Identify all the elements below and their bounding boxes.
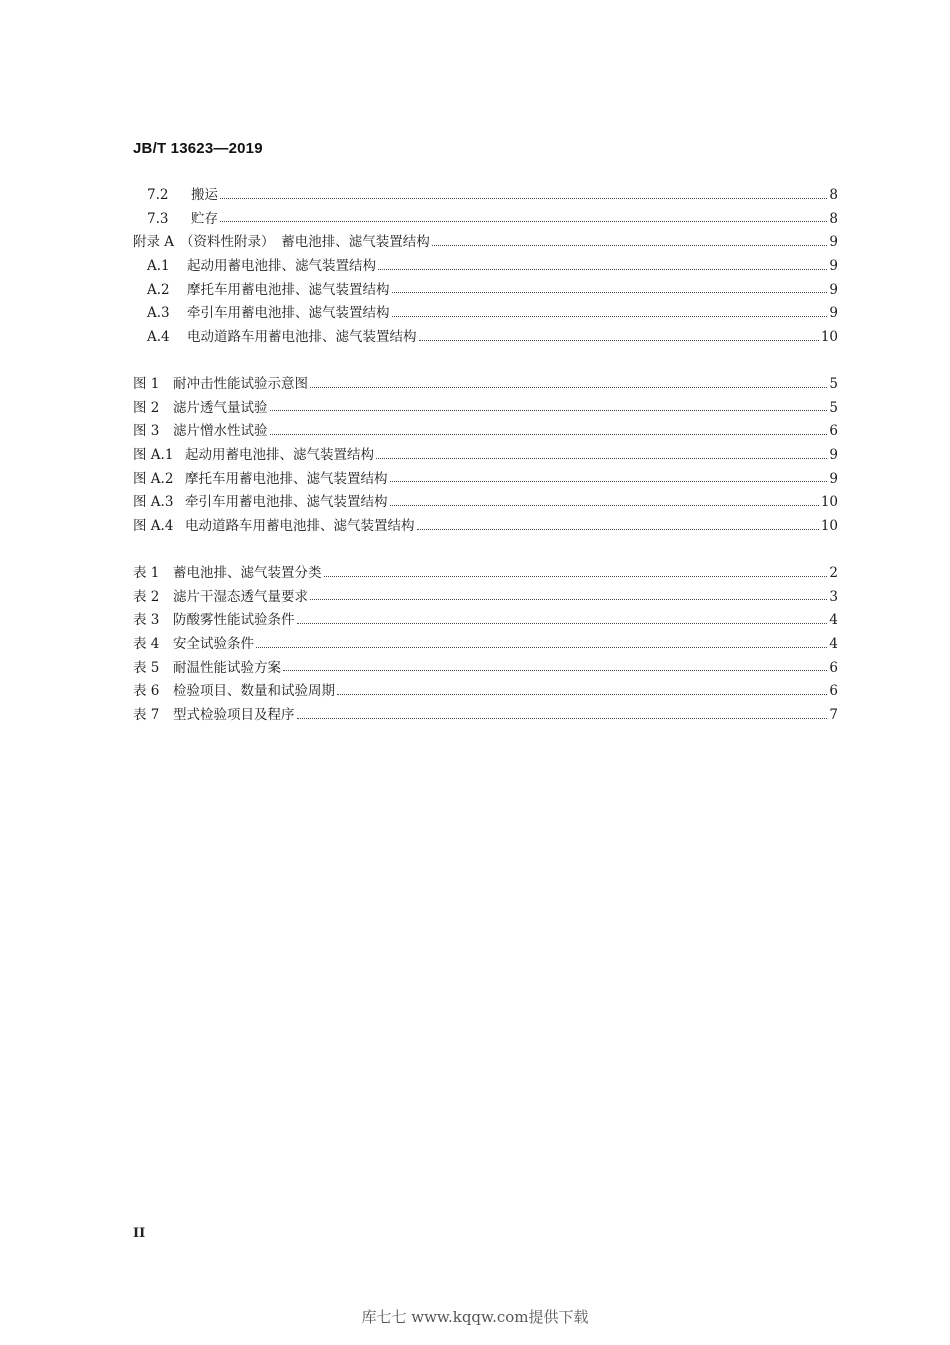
toc-entry-number: A.1 [147, 258, 170, 275]
toc-entry-title: 蓄电池排、滤气装置分类 [173, 565, 322, 581]
toc-entry[interactable] [133, 302, 838, 326]
toc-entry-page: 10 [820, 329, 838, 346]
dot-leader [270, 433, 828, 435]
dot-leader [392, 291, 828, 293]
toc-entry-title: 滤片干湿态透气量要求 [173, 588, 308, 605]
toc-entry-title: （资料性附录） 蓄电池排、滤气装置结构 [180, 234, 430, 251]
toc-entry-page: 4 [829, 636, 838, 653]
toc-figures [133, 373, 838, 539]
toc-entry-page: 4 [829, 612, 838, 629]
dot-leader [376, 457, 827, 459]
toc-entry-number: 图 A.3 [133, 494, 174, 511]
toc-entry[interactable] [133, 444, 838, 468]
toc-entry-title: 起动用蓄电池排、滤气装置结构 [185, 447, 374, 464]
toc-entry-number: 表 2 [133, 588, 160, 605]
dot-leader [337, 693, 827, 695]
toc-entry-title: 防酸雾性能试验条件 [173, 612, 295, 629]
toc-entry-number: 图 A.1 [133, 447, 174, 464]
toc-entry-number: 图 A.2 [133, 470, 174, 487]
toc-entry-number: 附录 A [133, 234, 175, 251]
dot-leader [417, 528, 819, 530]
toc-entry-title: 耐冲击性能试验示意图 [173, 376, 308, 392]
toc-sections [133, 184, 838, 350]
toc-entry-title: 牵引车用蓄电池排、滤气装置结构 [185, 494, 388, 511]
dot-leader [256, 646, 827, 648]
toc-entry[interactable] [133, 633, 838, 657]
toc-entry[interactable] [133, 515, 838, 539]
toc-entry[interactable] [133, 184, 838, 208]
toc-entry-number: 表 1 [133, 565, 160, 581]
toc-entry-title: 起动用蓄电池排、滤气装置结构 [187, 258, 376, 275]
toc-entry-number: 表 6 [133, 683, 160, 700]
dot-leader [310, 598, 827, 600]
toc-entry[interactable] [133, 491, 838, 515]
dot-leader [297, 622, 828, 624]
toc-entry-page: 10 [820, 494, 838, 511]
page-number: II [133, 1226, 146, 1241]
dot-leader [283, 669, 827, 671]
toc-entry-page: 5 [829, 399, 838, 416]
toc-entry[interactable] [133, 231, 838, 255]
toc-entry-number: 7.2 [147, 187, 169, 203]
toc-entry-title: 滤片憎水性试验 [173, 423, 268, 440]
toc-entry-number: A.3 [147, 305, 170, 322]
download-watermark: 库七七 www.kqqw.com提供下载 [361, 1308, 589, 1326]
toc-entry-title: 牵引车用蓄电池排、滤气装置结构 [187, 305, 390, 322]
toc-entry-title: 贮存 [191, 210, 218, 227]
toc-entry-title: 滤片透气量试验 [173, 399, 268, 416]
toc-entry-page: 3 [829, 588, 838, 605]
toc-entry[interactable] [133, 255, 838, 279]
toc-entry-page: 9 [829, 447, 838, 464]
toc-entry-page: 9 [829, 305, 838, 322]
dot-leader [220, 197, 827, 199]
toc-entry-number: 7.3 [147, 210, 169, 227]
toc-entry-page: 7 [829, 707, 838, 724]
dot-leader [270, 409, 828, 411]
toc-entry[interactable] [133, 279, 838, 303]
toc-entry-number: 图 3 [133, 423, 160, 440]
toc-entry-number: A.2 [147, 281, 170, 298]
dot-leader [378, 268, 827, 270]
toc-entry-page: 9 [829, 258, 838, 275]
toc-entry-page: 8 [829, 210, 838, 227]
toc-entry-number: 表 3 [133, 612, 160, 629]
toc-entry[interactable] [133, 397, 838, 421]
toc-entry-page: 9 [829, 234, 838, 251]
dot-leader [392, 315, 828, 317]
toc-entry[interactable] [133, 586, 838, 610]
toc-entry-page: 2 [829, 565, 838, 581]
toc-entry-title: 摩托车用蓄电池排、滤气装置结构 [185, 470, 388, 487]
dot-leader [324, 575, 828, 577]
toc-entry-number: 表 5 [133, 659, 160, 676]
dot-leader [310, 386, 827, 388]
toc-entry-number: 表 4 [133, 636, 160, 653]
dot-leader [419, 339, 819, 341]
dot-leader [220, 220, 827, 222]
dot-leader [390, 480, 828, 482]
toc-entry-number: A.4 [147, 329, 170, 346]
toc-entry-number: 图 1 [133, 376, 160, 392]
toc-entry-title: 摩托车用蓄电池排、滤气装置结构 [187, 281, 390, 298]
toc-entry-title: 型式检验项目及程序 [173, 707, 295, 724]
toc-entry-page: 8 [829, 187, 838, 203]
toc-entry-title: 安全试验条件 [173, 636, 254, 653]
toc-entry-page: 9 [829, 470, 838, 487]
toc-entry[interactable] [133, 208, 838, 232]
toc-entry-number: 图 A.4 [133, 518, 174, 535]
toc-entry[interactable] [133, 609, 838, 633]
toc-entry-page: 6 [829, 659, 838, 676]
toc-entry-number: 表 7 [133, 707, 160, 724]
toc-entry[interactable] [133, 704, 838, 728]
toc-entry-title: 耐温性能试验方案 [173, 659, 281, 676]
toc-entry-page: 6 [829, 423, 838, 440]
toc-entry-title: 搬运 [191, 187, 218, 203]
toc-entry[interactable] [133, 657, 838, 681]
toc-entry-title: 检验项目、数量和试验周期 [173, 683, 335, 700]
dot-leader [432, 244, 828, 246]
toc-entry[interactable] [133, 562, 838, 586]
dot-leader [390, 504, 819, 506]
dot-leader [297, 717, 828, 719]
toc-entry-page: 5 [829, 376, 838, 392]
toc-entry-page: 10 [820, 518, 838, 535]
toc-entry-page: 6 [829, 683, 838, 700]
toc-entry-title: 电动道路车用蓄电池排、滤气装置结构 [185, 518, 415, 535]
toc-entry[interactable] [133, 468, 838, 492]
toc-entry-title: 电动道路车用蓄电池排、滤气装置结构 [187, 329, 417, 346]
toc-entry-page: 9 [829, 281, 838, 298]
toc-entry-number: 图 2 [133, 399, 160, 416]
toc-entry[interactable] [133, 326, 838, 350]
toc-entry[interactable] [133, 373, 838, 397]
toc-tables [133, 562, 838, 728]
toc-entry[interactable] [133, 680, 838, 704]
document-code: JB/T 13623—2019 [133, 140, 263, 157]
toc-entry[interactable] [133, 420, 838, 444]
